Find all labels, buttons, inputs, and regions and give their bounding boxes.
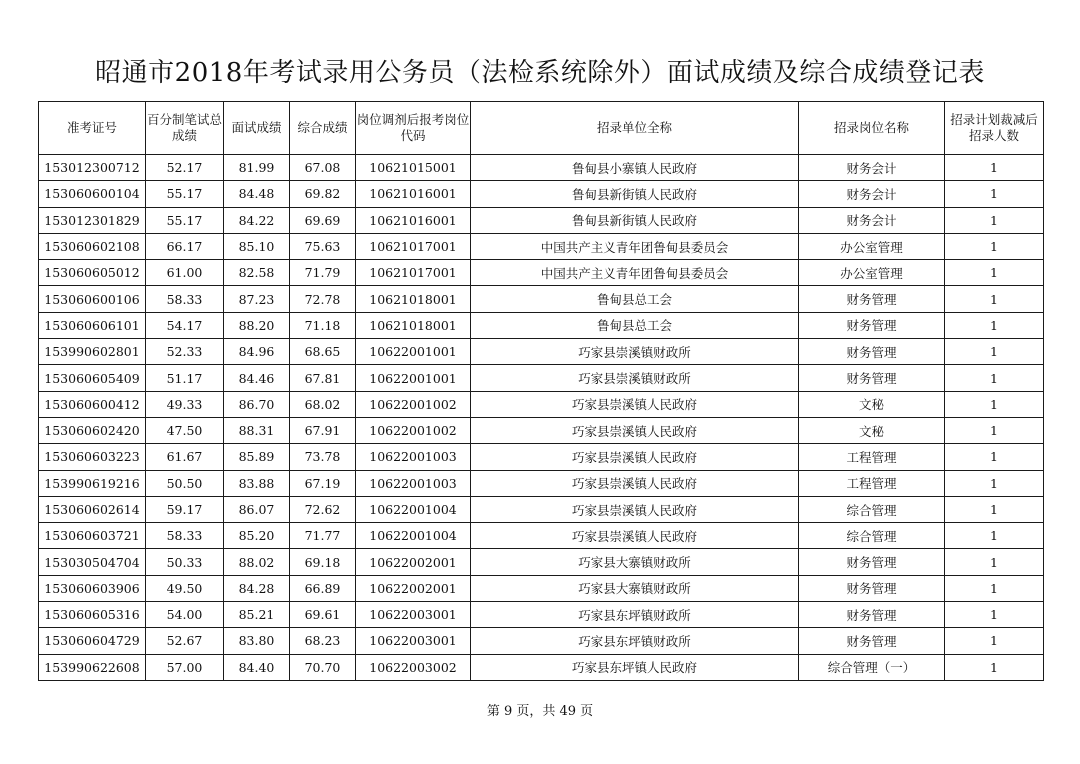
cell-position-name: 综合管理	[799, 523, 945, 549]
table-row	[39, 260, 1044, 286]
cell-employer-name: 鲁甸县总工会	[471, 312, 799, 338]
cell-written-score: 55.17	[146, 207, 224, 233]
cell-exam-id: 153990622608	[39, 654, 146, 680]
cell-position-code: 10621017001	[356, 260, 471, 286]
cell-position-code: 10622001004	[356, 523, 471, 549]
cell-composite-score: 67.81	[290, 365, 356, 391]
cell-interview-score: 84.96	[224, 339, 290, 365]
cell-position-name: 财务管理	[799, 339, 945, 365]
cell-employer-name: 巧家县崇溪镇人民政府	[471, 444, 799, 470]
cell-position-code: 10622003001	[356, 628, 471, 654]
cell-interview-score: 85.21	[224, 602, 290, 628]
cell-position-name: 综合管理	[799, 496, 945, 522]
cell-hire-count: 1	[945, 444, 1044, 470]
table-row	[39, 549, 1044, 575]
cell-composite-score: 71.18	[290, 312, 356, 338]
cell-written-score: 54.00	[146, 602, 224, 628]
cell-exam-id: 153060605316	[39, 602, 146, 628]
cell-composite-score: 67.08	[290, 155, 356, 181]
cell-exam-id: 153060600106	[39, 286, 146, 312]
cell-position-code: 10622001003	[356, 470, 471, 496]
cell-position-code: 10622001003	[356, 444, 471, 470]
cell-position-name: 办公室管理	[799, 260, 945, 286]
table-row	[39, 417, 1044, 443]
cell-composite-score: 72.78	[290, 286, 356, 312]
cell-position-code: 10622002001	[356, 575, 471, 601]
cell-position-name: 财务管理	[799, 312, 945, 338]
cell-position-name: 财务管理	[799, 549, 945, 575]
cell-written-score: 58.33	[146, 523, 224, 549]
cell-composite-score: 71.77	[290, 523, 356, 549]
cell-employer-name: 鲁甸县小寨镇人民政府	[471, 155, 799, 181]
cell-employer-name: 巧家县崇溪镇人民政府	[471, 391, 799, 417]
cell-position-name: 工程管理	[799, 444, 945, 470]
cell-employer-name: 巧家县东坪镇财政所	[471, 628, 799, 654]
cell-position-code: 10622001004	[356, 496, 471, 522]
cell-written-score: 50.50	[146, 470, 224, 496]
cell-written-score: 49.33	[146, 391, 224, 417]
cell-exam-id: 153060603906	[39, 575, 146, 601]
table-row	[39, 444, 1044, 470]
table-row	[39, 207, 1044, 233]
cell-written-score: 54.17	[146, 312, 224, 338]
cell-position-code: 10622002001	[356, 549, 471, 575]
header-written-score: 百分制笔试总成绩	[146, 102, 224, 155]
cell-written-score: 58.33	[146, 286, 224, 312]
cell-employer-name: 巧家县崇溪镇人民政府	[471, 470, 799, 496]
cell-exam-id: 153060602614	[39, 496, 146, 522]
cell-composite-score: 68.65	[290, 339, 356, 365]
cell-interview-score: 86.70	[224, 391, 290, 417]
cell-written-score: 50.33	[146, 549, 224, 575]
cell-hire-count: 1	[945, 496, 1044, 522]
page-number: 第 9 页，共 49 页	[486, 704, 594, 719]
cell-interview-score: 84.28	[224, 575, 290, 601]
cell-hire-count: 1	[945, 312, 1044, 338]
cell-hire-count: 1	[945, 233, 1044, 259]
cell-composite-score: 71.79	[290, 260, 356, 286]
cell-exam-id: 153990619216	[39, 470, 146, 496]
table-row	[39, 286, 1044, 312]
cell-position-name: 财务管理	[799, 286, 945, 312]
header-hire-count: 招录计划裁减后招录人数	[945, 102, 1044, 155]
cell-composite-score: 67.19	[290, 470, 356, 496]
cell-exam-id: 153990602801	[39, 339, 146, 365]
cell-interview-score: 85.10	[224, 233, 290, 259]
table-row	[39, 496, 1044, 522]
cell-interview-score: 85.89	[224, 444, 290, 470]
table-body	[39, 155, 1044, 681]
cell-employer-name: 巧家县崇溪镇人民政府	[471, 523, 799, 549]
cell-composite-score: 66.89	[290, 575, 356, 601]
cell-position-code: 10622003001	[356, 602, 471, 628]
cell-hire-count: 1	[945, 365, 1044, 391]
table-row	[39, 155, 1044, 181]
cell-employer-name: 巧家县崇溪镇财政所	[471, 339, 799, 365]
cell-written-score: 51.17	[146, 365, 224, 391]
cell-composite-score: 75.63	[290, 233, 356, 259]
cell-interview-score: 85.20	[224, 523, 290, 549]
cell-position-name: 财务会计	[799, 155, 945, 181]
cell-interview-score: 84.48	[224, 181, 290, 207]
cell-exam-id: 153060602420	[39, 417, 146, 443]
cell-written-score: 49.50	[146, 575, 224, 601]
cell-composite-score: 70.70	[290, 654, 356, 680]
cell-employer-name: 巧家县大寨镇财政所	[471, 575, 799, 601]
cell-position-code: 10622001001	[356, 339, 471, 365]
cell-employer-name: 巧家县东坪镇财政所	[471, 602, 799, 628]
cell-composite-score: 73.78	[290, 444, 356, 470]
cell-exam-id: 153060605409	[39, 365, 146, 391]
cell-exam-id: 153060604729	[39, 628, 146, 654]
cell-hire-count: 1	[945, 549, 1044, 575]
cell-exam-id: 153060602108	[39, 233, 146, 259]
cell-composite-score: 72.62	[290, 496, 356, 522]
cell-written-score: 52.67	[146, 628, 224, 654]
cell-written-score: 55.17	[146, 181, 224, 207]
cell-written-score: 59.17	[146, 496, 224, 522]
cell-position-name: 财务管理	[799, 575, 945, 601]
cell-position-name: 财务管理	[799, 365, 945, 391]
table-row	[39, 654, 1044, 680]
cell-hire-count: 1	[945, 628, 1044, 654]
cell-composite-score: 69.82	[290, 181, 356, 207]
cell-position-name: 文秘	[799, 417, 945, 443]
cell-composite-score: 68.02	[290, 391, 356, 417]
table-row	[39, 312, 1044, 338]
cell-written-score: 61.00	[146, 260, 224, 286]
cell-hire-count: 1	[945, 391, 1044, 417]
cell-interview-score: 86.07	[224, 496, 290, 522]
cell-position-name: 工程管理	[799, 470, 945, 496]
cell-position-name: 财务管理	[799, 628, 945, 654]
cell-hire-count: 1	[945, 575, 1044, 601]
cell-composite-score: 68.23	[290, 628, 356, 654]
table-header-row	[39, 102, 1044, 155]
table-row	[39, 391, 1044, 417]
table-row	[39, 628, 1044, 654]
cell-employer-name: 巧家县东坪镇人民政府	[471, 654, 799, 680]
cell-interview-score: 87.23	[224, 286, 290, 312]
cell-employer-name: 鲁甸县新街镇人民政府	[471, 207, 799, 233]
page-title: 昭通市2018年考试录用公务员（法检系统除外）面试成绩及综合成绩登记表	[95, 58, 985, 88]
cell-hire-count: 1	[945, 417, 1044, 443]
cell-interview-score: 81.99	[224, 155, 290, 181]
cell-interview-score: 83.88	[224, 470, 290, 496]
cell-hire-count: 1	[945, 286, 1044, 312]
cell-interview-score: 84.46	[224, 365, 290, 391]
cell-written-score: 57.00	[146, 654, 224, 680]
header-position-name: 招录岗位名称	[799, 102, 945, 155]
cell-hire-count: 1	[945, 654, 1044, 680]
cell-position-name: 综合管理（一）	[799, 654, 945, 680]
cell-employer-name: 中国共产主义青年团鲁甸县委员会	[471, 233, 799, 259]
cell-position-code: 10621016001	[356, 181, 471, 207]
cell-exam-id: 153060600104	[39, 181, 146, 207]
cell-exam-id: 153012301829	[39, 207, 146, 233]
cell-exam-id: 153060603721	[39, 523, 146, 549]
cell-employer-name: 中国共产主义青年团鲁甸县委员会	[471, 260, 799, 286]
cell-interview-score: 84.22	[224, 207, 290, 233]
table-row	[39, 470, 1044, 496]
cell-employer-name: 巧家县大寨镇财政所	[471, 549, 799, 575]
cell-exam-id: 153030504704	[39, 549, 146, 575]
cell-hire-count: 1	[945, 523, 1044, 549]
cell-interview-score: 83.80	[224, 628, 290, 654]
cell-employer-name: 巧家县崇溪镇财政所	[471, 365, 799, 391]
table-row	[39, 339, 1044, 365]
cell-exam-id: 153060606101	[39, 312, 146, 338]
cell-exam-id: 153060603223	[39, 444, 146, 470]
cell-position-code: 10621018001	[356, 286, 471, 312]
header-position-code: 岗位调剂后报考岗位代码	[356, 102, 471, 155]
cell-interview-score: 88.20	[224, 312, 290, 338]
cell-employer-name: 巧家县崇溪镇人民政府	[471, 496, 799, 522]
cell-composite-score: 69.18	[290, 549, 356, 575]
header-composite-score: 综合成绩	[290, 102, 356, 155]
cell-position-name: 财务会计	[799, 207, 945, 233]
cell-written-score: 47.50	[146, 417, 224, 443]
cell-position-code: 10621017001	[356, 233, 471, 259]
cell-position-name: 文秘	[799, 391, 945, 417]
cell-written-score: 66.17	[146, 233, 224, 259]
table-row	[39, 575, 1044, 601]
header-interview-score: 面试成绩	[224, 102, 290, 155]
cell-employer-name: 鲁甸县新街镇人民政府	[471, 181, 799, 207]
cell-written-score: 52.17	[146, 155, 224, 181]
table-row	[39, 181, 1044, 207]
cell-interview-score: 88.02	[224, 549, 290, 575]
cell-position-code: 10622003002	[356, 654, 471, 680]
cell-exam-id: 153060605012	[39, 260, 146, 286]
cell-position-code: 10622001002	[356, 391, 471, 417]
cell-composite-score: 67.91	[290, 417, 356, 443]
cell-position-code: 10622001002	[356, 417, 471, 443]
header-exam-id: 准考证号	[39, 102, 146, 155]
table-row	[39, 365, 1044, 391]
table-row	[39, 602, 1044, 628]
cell-hire-count: 1	[945, 207, 1044, 233]
cell-exam-id: 153012300712	[39, 155, 146, 181]
table-row	[39, 523, 1044, 549]
cell-position-name: 财务会计	[799, 181, 945, 207]
cell-employer-name: 巧家县崇溪镇人民政府	[471, 417, 799, 443]
cell-interview-score: 88.31	[224, 417, 290, 443]
cell-position-name: 财务管理	[799, 602, 945, 628]
cell-interview-score: 82.58	[224, 260, 290, 286]
cell-position-code: 10622001001	[356, 365, 471, 391]
score-table	[38, 101, 1044, 681]
cell-hire-count: 1	[945, 470, 1044, 496]
cell-position-code: 10621018001	[356, 312, 471, 338]
cell-position-name: 办公室管理	[799, 233, 945, 259]
cell-hire-count: 1	[945, 181, 1044, 207]
cell-written-score: 61.67	[146, 444, 224, 470]
cell-interview-score: 84.40	[224, 654, 290, 680]
header-employer-name: 招录单位全称	[471, 102, 799, 155]
table-row	[39, 233, 1044, 259]
cell-hire-count: 1	[945, 602, 1044, 628]
cell-employer-name: 鲁甸县总工会	[471, 286, 799, 312]
cell-position-code: 10621016001	[356, 207, 471, 233]
cell-written-score: 52.33	[146, 339, 224, 365]
cell-hire-count: 1	[945, 155, 1044, 181]
cell-hire-count: 1	[945, 339, 1044, 365]
cell-composite-score: 69.61	[290, 602, 356, 628]
cell-exam-id: 153060600412	[39, 391, 146, 417]
cell-hire-count: 1	[945, 260, 1044, 286]
cell-composite-score: 69.69	[290, 207, 356, 233]
cell-position-code: 10621015001	[356, 155, 471, 181]
